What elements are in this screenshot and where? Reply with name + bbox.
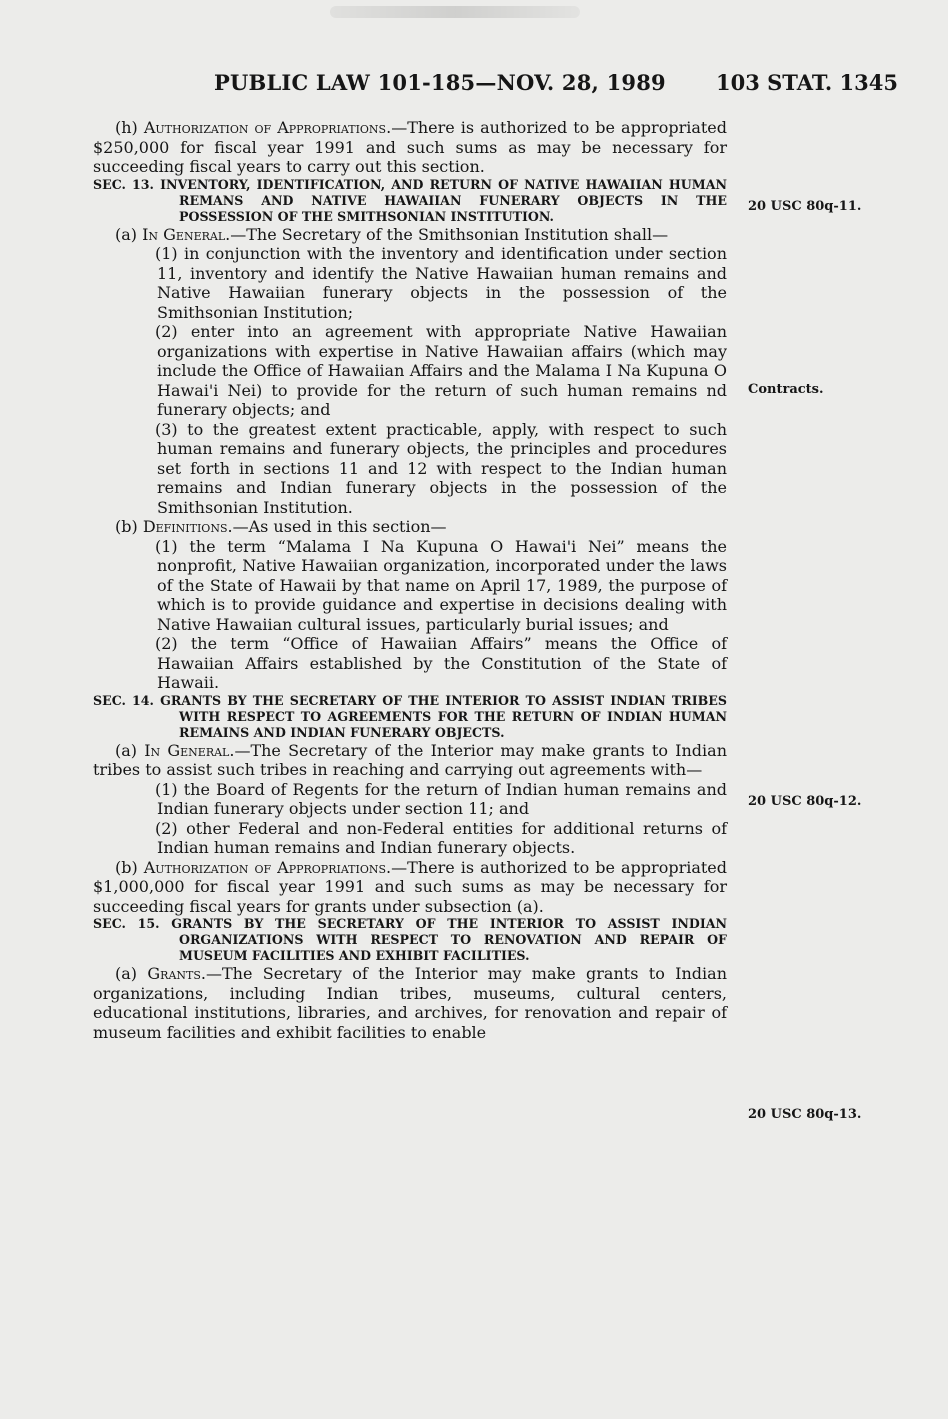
sec13-a-text: —The Secretary of the Smithsonian Institution shall— [230,224,669,244]
sec14-a-paragraph: (a) In General.—The Secretary of the Interior may make grants to Indian tribes to assist such tribes in reaching and carrying out agreements with— [93,740,728,779]
sec14-b-text: —There is authorized to be appropriated $1,000,000 for fiscal year 1991 and such sums as may be necessary for succeeding fiscal years for grants under subsection (a). [93,857,728,916]
body-text [93,118,727,1042]
sec14-a2: (2) other Federal and non-Federal entities for additional returns of Indian human remains and Indian funerary objects. [155,818,727,857]
sec15-heading: SEC. 15. GRANTS BY THE SECRETARY OF THE INTERIOR TO ASSIST INDIAN ORGANIZATIONS WITH RESPECT TO RENOVATION AND REPAIR OF MUSEUM FACILITIES AND EXHIBIT FACILITIES. [93,916,727,963]
page-header [0,70,948,106]
sec14-a-text: —The Secretary of the Interior may make grants to Indian tribes to assist such tribes in reaching and carrying out agreements with— [93,740,728,779]
stat-page-number: 103 STAT. 1345 [716,70,898,95]
sec13-a1: (1) in conjunction with the inventory and identification under section 11, inventory and identify the Native Hawaiian human remains and Native Hawaiian funerary objects in the possession of the Smithsonian Institution; [155,244,727,322]
sec15-a-paragraph: (a) Grants.—The Secretary of the Interior may make grants to Indian organizations, including Indian tribes, museums, cultural centers, educational institutions, libraries, and archives, for renovation and repair of museum facilities and exhibit facilities to enable [93,964,728,1042]
sec13-b1: (1) the term “Malama I Na Kupuna O Hawai'i Nei” means the nonprofit, Native Hawaiian organization, incorporated under the laws of the State of Hawaii by that name on April 17, 1989, the purpose of which is to provide guidance and expertise in decisions dealing with Native Hawaiian cultural issues, particularly burial issues; and [155,536,727,634]
sec14-b-paragraph: (b) Authorization of Appropriations.—There is authorized to be appropriated $1,000,000 for fiscal year 1991 and such sums as may be necessary for succeeding fiscal years for grants under subsection (a). [93,857,728,916]
sec12-h-text: —There is authorized to be appropriated $250,000 for fiscal year 1991 and such sums as may be necessary for succeeding fiscal years to carry out this section. [93,118,728,176]
margin-note-contracts: Contracts. [748,382,824,397]
sec14-b-heading: Authorization of Appropriations. [143,857,392,877]
sec13-b-paragraph: (b) Definitions.—As used in this section— [115,517,447,536]
sec15-a-text: —The Secretary of the Interior may make grants to Indian organizations, including Indian tribes, museums, cultural centers, educational institutions, libraries, and archives, for renovation and repair of museum facilities and exhibit facilities to enable [93,964,728,1042]
sec13-b2: (2) the term “Office of Hawaiian Affairs” means the Office of Hawaiian Affairs established by the Constitution of the State of Hawaii. [155,634,727,692]
sec13-a3: (3) to the greatest extent practicable, apply, with respect to such human remains and funerary objects, the principles and procedures set forth in sections 11 and 12 with respect to the Indian human remains and Indian funerary objects in the possession of the Smithsonian Institution. [155,419,727,517]
margin-note-sec13: 20 USC 80q-11. [748,199,862,214]
sec12-h-paragraph: (h) Authorization of Appropriations.—There is authorized to be appropriated $250,000 for fiscal year 1991 and such sums as may be necessary for succeeding fiscal years to carry out this section. [93,118,728,176]
bleed-through-mark [330,6,580,18]
sec13-a2: (2) enter into an agreement with appropriate Native Hawaiian organizations with expertise in Native Hawaiian affairs (which may include the Office of Hawaiian Affairs and the Malama I Na Kupuna O Hawai'i Nei) to provide for the return of such human remains nd funerary objects; and [155,322,727,419]
running-title: PUBLIC LAW 101-185—NOV. 28, 1989 [214,70,666,95]
sec14-heading: SEC. 14. GRANTS BY THE SECRETARY OF THE INTERIOR TO ASSIST INDIAN TRIBES WITH RESPECT TO AGREEMENTS FOR THE RETURN OF INDIAN HUMAN REMAINS AND INDIAN FUNERARY OBJECTS. [93,692,727,740]
sec15-a-heading: Grants. [147,964,206,983]
sec13-heading: SEC. 13. INVENTORY, IDENTIFICATION, AND RETURN OF NATIVE HAWAIIAN HUMAN REMANS AND NATIVE HAWAIIAN FUNERARY OBJECTS IN THE POSSESSION OF THE SMITHSONIAN INSTITUTION. [93,176,727,224]
margin-note-sec14: 20 USC 80q-12. [748,794,862,809]
sec12-h-heading: Authorization of Appropriations. [143,118,392,137]
sec13-b-heading: Definitions. [142,517,233,536]
sec13-b-text: —As used in this section— [232,517,447,536]
margin-note-sec15: 20 USC 80q-13. [748,1107,862,1122]
sec13-a-heading: In General. [142,224,231,244]
sec14-a1: (1) the Board of Regents for the return of Indian human remains and Indian funerary objects under section 11; and [155,779,727,818]
sec14-a-heading: In General. [144,740,235,760]
sec13-a-paragraph: (a) In General.—The Secretary of the Smithsonian Institution shall— [115,224,669,244]
